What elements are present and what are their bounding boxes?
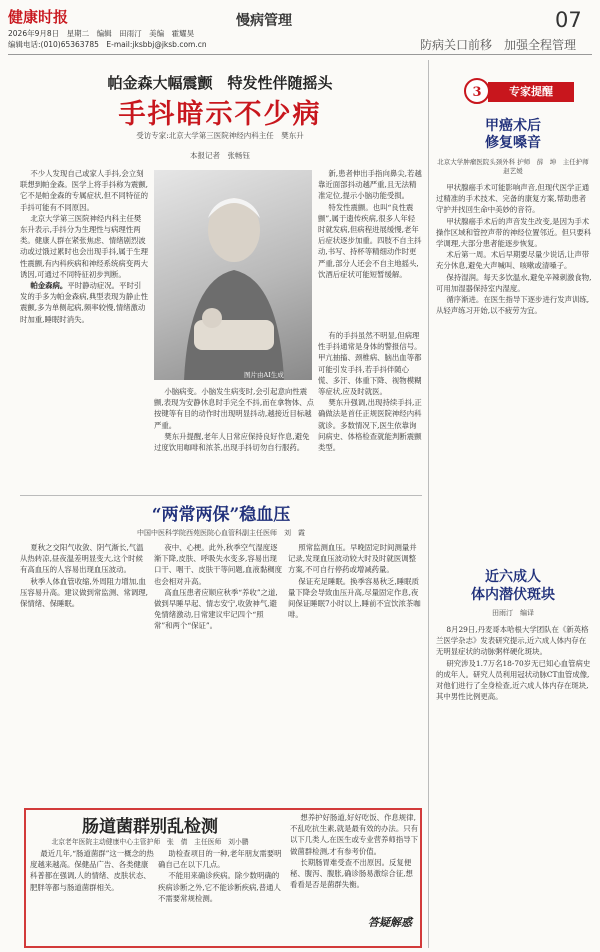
paragraph: 照常监测血压。早晚固定时间测量并记录,发现血压波动较大时及时就医调整方案,不可自行停药或增减药量。 [288, 543, 417, 575]
story-divider [20, 495, 422, 496]
paragraph: 8月29日,丹麦哥本哈根大学团队在《新英格兰医学杂志》发表研究提示,近六成人体内存在无明显症状的动脉粥样硬化斑块。 [436, 625, 589, 657]
paragraph: 循序渐进。在医生指导下逐步进行发声训练,从轻声练习开始,以不疲劳为宜。 [436, 295, 590, 316]
paragraph: 术后第一周。术后早期要尽量少说话,让声带充分休息,避免大声喊叫、咳嗽或清嗓子。 [436, 250, 590, 271]
right-headline-1-line: 甲癌术后 [485, 118, 541, 134]
story2-column-2 [154, 542, 282, 806]
paragraph: 秋季人体血管收缩,外周阻力增加,血压容易升高。建议做到常监测、常调理,保情绪、保睡眠。 [20, 576, 148, 609]
subhead: 帕金森病。 [30, 281, 68, 291]
story2-column-1 [20, 542, 148, 806]
masthead-logo: 健康时报 [8, 8, 69, 26]
paragraph: 不能用来确诊疾病。除少数明确的疾病诊断之外,它不能诊断疾病,普通人不需要常规检测。 [158, 871, 281, 903]
paragraph: 樊东升强调,出现持续手抖,正确做法是首任正规医院神经内科就诊。多数情况下,医生依靠询问病史、体格检查就能判断震颤类型。 [318, 398, 422, 453]
story3-column-1 [30, 848, 154, 944]
story2-headline: “两常两保”稳血压 [151, 505, 291, 525]
right-headline-1-line: 修复嗓音 [485, 135, 541, 151]
paragraph: 夏秋之交阳气收敛、阴气渐长,气温从热转凉,昼夜温差明显变大,这个时候有高血压的人容易出现血压波动。 [20, 543, 144, 575]
paragraph: 最近几年,“肠道菌群”这一概念的热度越来越高。保健品广告、各类健康科普都在强调,人的情绪、皮肤状态、肥胖等都与肠道菌群相关。 [30, 849, 154, 892]
main-headline: 手抖暗示不少病 [118, 99, 322, 130]
main-column-3 [318, 330, 422, 492]
paragraph: 新,患者伸出手指向鼻尖,若越靠近面部抖动越严重,且无法精准定位,提示小脑功能受损。 [318, 169, 422, 201]
paragraph: 高血压患者应顺应秋季“养收”之道,做到早睡早起、情志安宁,收敛神气,避免情绪激动,日常建议牢记四个“照常”和两个“保证”。 [154, 587, 278, 631]
elderly-man-photo [154, 170, 312, 380]
header-date-line: 2026年9月8日 星期二 编辑 田雨汀 美编 霍耀昊 [8, 29, 195, 38]
paragraph: 樊东升提醒,老年人日常应保持良好作息,避免过度饮用咖啡和浓茶,出现手抖切勿自行服药。 [154, 431, 310, 453]
header-divider [8, 54, 592, 55]
story2-byline: 中国中医科学院西苑医院心血管科副主任医师 刘 霞 [137, 529, 305, 537]
paragraph: 不少人发现自己或家人手抖,会立刻联想到帕金森。医学上将手抖称为震颤,它不是帕金森的专属症状,但不同特征的手抖可能有不同原因。 [20, 169, 148, 212]
story3-byline: 北京老年医院主动健康中心主管护师 张 倩 主任医师 刘小鹏 [51, 838, 249, 846]
right-headline-1 [434, 118, 592, 152]
paragraph: 保持湿润。每天多饮温水,避免辛辣刺激食物,可用加湿器保持室内湿度。 [436, 272, 592, 293]
header-contact-line: 编辑电话:(010)65363785 E-mail:jksbbj@jksb.com.cn [8, 40, 207, 49]
paragraph: 长期肠胃难受查不出原因。反复便秘、腹泻、腹胀,确诊肠易激综合征,想看看是否是菌群失衡。 [290, 857, 413, 890]
page-number: 07 [555, 8, 582, 32]
paragraph: 北京大学第三医院神经内科主任樊东升表示,手抖分为生理性与病理性两类。健康人群在紧张焦虑、情绪剧烈波动或过饿过累时也会出现手抖,属于生理性震颤,有内科疾病和神经系统病变两大诱因,可通过不同特征初步判断。 [20, 213, 148, 279]
paragraph: 小脑病变。小脑发生病变时,会引起意向性震颤,表现为安静休息时手完全不抖,而在拿物体、点按键等有目的动作时出现明显抖动,越接近目标越严重。 [154, 387, 314, 430]
photo-caption: 图片由AI生成 [244, 371, 284, 379]
section-title: 慢病管理 [236, 13, 292, 29]
answer-badge: 答疑解惑 [368, 916, 412, 929]
right-headline-2-line: 体内潜伏斑块 [471, 587, 555, 603]
expert-tip-tag: 专家提醒 [488, 82, 574, 102]
right-headline-2 [434, 568, 592, 604]
paragraph: 甲状腺癌手术可能影响声音,但现代医学正通过精准的手术技术、完备的康复方案,帮助患者守护并找回生命中美妙的音符。 [436, 183, 590, 215]
right-byline-1: 北京大学肿瘤医院头颈外科 护师 薛 坤 主任护师 赵艺媛 [437, 158, 596, 175]
main-reporter-line: 本报记者 张畅钰 [190, 151, 250, 160]
paragraph: 特发性震颤。也叫“良性震颤”,属于遗传疾病,很多人年轻时就发病,但病程进展缓慢,老年后症状逐步加重。四肢不自主抖动,书写、持杯等精细动作时更严重,部分人还会不自主地摇头,饮酒后症状可能短暂缓解。 [318, 202, 422, 279]
main-column-4 [154, 386, 314, 490]
paragraph: 助检查项目的一种,老年朋友需要明确自己在以下几点。 [158, 849, 282, 870]
main-column-2 [318, 168, 422, 328]
paragraph: 甲状腺癌手术后的声音发生改变,是因为手术操作区域和管控声带的神经位置邻近。但只要科学调理,大部分患者能逐步恢复。 [436, 216, 592, 249]
section-slogan: 防病关口前移 加强全程管理 [420, 38, 577, 52]
paragraph: 夜中、心梗。此外,秋季空气湿度逐渐下降,皮肤、呼吸失水变多,容易出现口干、咽干、皮肤干等问题,血液黏稠度也会相对升高。 [154, 543, 282, 586]
story2-column-3 [288, 542, 422, 806]
paragraph: 有的手抖虽然不明显,但病理性手抖通常是身体的警报信号。甲亢抽搐、颈椎病、脑出血等都可能引发手抖,若手抖伴随心慌、多汗、体重下降、视物模糊等症状,应及时就医。 [318, 331, 422, 397]
story3-headline: 肠道菌群别乱检测 [82, 817, 218, 837]
paragraph: 保证充足睡眠。换季容易秋乏,睡眠质量下降会导致血压升高,尽量固定作息,夜间保证睡眠7小时以上,睡前不宜饮浓茶咖啡。 [288, 576, 421, 620]
tag-number-icon: 3 [464, 78, 490, 104]
paragraph: 研究涉及1.7万名18-70岁无已知心血管病史的成年人。研究人员利用冠状动脉CT血管成像,对他们进行了全身检查,近六成人体内存在斑块,其中男性比例更高。 [436, 658, 591, 702]
right-column-1 [436, 182, 592, 572]
paragraph: 平时静动症况。平时引发的手多为帕金森病,典型表现为静止性震颤,多为单侧起病,频率较慢,情绪激动时加重,睡眠时消失。 [20, 281, 148, 324]
photo-illustration [154, 170, 312, 380]
right-byline-2: 田雨汀 编译 [492, 609, 534, 617]
right-headline-2-line: 近六成人 [485, 569, 541, 585]
right-column-2 [436, 624, 592, 948]
story3-column-2 [158, 848, 282, 944]
main-column-1 [20, 168, 148, 490]
paragraph: 想养护好肠道,好好吃饭、作息规律,不乱吃抗生素,就是最有效的办法。只有以下几类人,在医生或专业营养师指导下做菌群检测,才有参考价值。 [290, 813, 418, 856]
main-kicker: 帕金森大幅震颤 特发性伴随摇头 [107, 74, 333, 92]
main-expert-line: 受访专家:北京大学第三医院神经内科主任 樊东升 [136, 131, 304, 140]
column-divider [428, 60, 429, 948]
